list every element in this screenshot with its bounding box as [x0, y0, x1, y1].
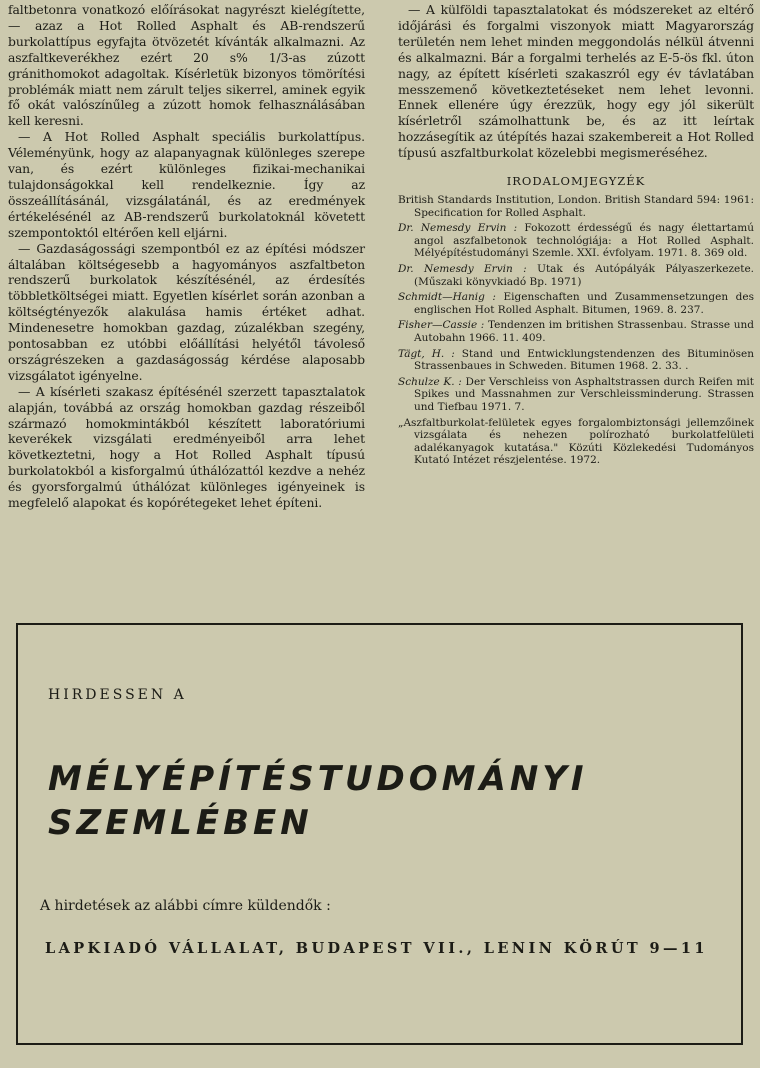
reference-text: Der Verschleiss von Asphaltstrassen durch Reifen mit Spikes und Massnahmen zur Verschleissminderung. Strassen und Tiefbau 1971. 7. — [414, 375, 754, 413]
reference-author: Tägt, H. : — [398, 347, 455, 360]
references-heading: IRODALOMJEGYZÉK — [506, 174, 646, 189]
paragraph: — Gazdaságossági szempontból ez az építési módszer általában költségesebb a hagyományos aszfaltbeton rendszerű burkolatok készítésénél, az érdesítés többletköltségei miatt. Egyetlen kísérlet során azonban a költségtényezők alakulása hamis értéket adhat. Mindenesetre homokban gazdag, zúzalékban szegény, pontosabban ez utóbbi előállítási helyétől távoleső országrészeken a gazdaságosság kérdése alaposabb vizsgálatot igényelne. — [8, 240, 365, 383]
reference-item — [398, 222, 754, 260]
reference-text: Eigenschaften und Zusammensetzungen des englischen Hot Rolled Asphalt. Bitumen, 1969. 8. 237. — [414, 291, 755, 316]
reference-item — [398, 263, 754, 288]
left-column — [8, 2, 365, 511]
reference-text: Tendenzen im britishen Strassenbau. Strasse und Autobahn 1966. 11. 409. — [414, 319, 754, 344]
ad-title-line: SZEMLÉBEN — [48, 803, 313, 843]
reference-text: Fokozott érdességű és nagy élettartamú angol aszfalbetonok technológiája: a Hot Rolled Asphalt. Mélyépítéstudományi Szemle. XXI. évfolyam. 1971. 8. 369 old. — [414, 222, 754, 260]
paragraph: — A külföldi tapasztalatokat és módszereket az eltérő időjárási és forgalmi viszonyok miatt Magyarország területén nem lehet minden meggondolás nélkül átvenni és alkalmazni. Bár a forgalmi terhelés az E-5-ös fkl. úton nagy, az épített kísérleti szakaszról egy év távlatában messzemenő következtetéseket nem lehet levonni. Ennek ellenére úgy érezzük, hogy egy jól sikerült kísérletről számolhattunk be, és az itt leírtak hozzásegítik az útépítés hazai szakembereit a Hot Rolled típusú aszfaltburkolat közelebbi megismeréséhez. — [398, 2, 754, 161]
advertisement-box — [16, 623, 743, 1045]
reference-author: Dr. Nemesdy Ervin : — [398, 222, 518, 235]
ad-instruction: A hirdetések az alábbi címre küldendők : — [40, 898, 331, 914]
reference-item — [398, 319, 754, 344]
reference-item — [398, 417, 754, 467]
reference-author: Fisher—Cassie : — [398, 319, 485, 332]
reference-item — [398, 194, 754, 219]
reference-item — [398, 376, 754, 414]
reference-text: Stand und Entwicklungstendenzen des Bituminösen Strassenbaues in Schweden. Bitumen 1968. 2. 33. . — [414, 347, 754, 373]
paragraph: faltbetonra vonatkozó előírásokat nagyrészt kielégítette, — azaz a Hot Rolled Asphalt és AB-rendszerű burkolattípus egyfajta ötvözetét kívánták alkalmazni. Az aszfaltkeverékhez ezért 20 s% 1/3-as zúzott gránithomokot adagoltak. Kísérletük bizonyos tömörítési problémák miatt nem zárult teljes sikerrel, aminek egyik fő okát valószínűleg a zúzott homok felhasználásában kell keresni. — [8, 2, 365, 129]
reference-text: Utak és Autópályák Pályaszerkezete. (Műszaki könyvkiadó Bp. 1971) — [414, 263, 755, 288]
ad-title — [48, 757, 588, 845]
right-column — [398, 2, 754, 470]
ad-title-line: MÉLYÉPÍTÉSTUDOMÁNYI — [48, 759, 588, 799]
references-list — [398, 194, 754, 467]
reference-author: Dr. Nemesdy Ervin : — [398, 263, 527, 276]
paragraph: — A Hot Rolled Asphalt speciális burkolattípus. Véleményünk, hogy az alapanyagnak különleges szerepe van, és ezért különleges fizikai-mechanikai tulajdonságokkal kell rendelkeznie. Így az összeállításánál, vizsgálatánál, és az eredmények értékelésénél az AB-rendszerű burkolatoknál követett szempontoktól eltérően kell eljárni. — [8, 129, 365, 240]
reference-text: „Aszfaltburkolat-felületek egyes forgalombiztonsági jellemzőinek vizsgálata és nehezen polírozható burkolatfelületi adalékanyagok kutatása." Közúti Közlekedési Tudományos Kutató Intézet részjelentése. 1972. — [398, 416, 754, 467]
reference-author: Schulze K. : — [398, 375, 462, 388]
reference-text: British Standards Institution, London. British Standard 594: 1961: Specification for Rolled Asphalt. — [398, 194, 754, 219]
reference-item — [398, 348, 754, 373]
ad-intro: HIRDESSEN A — [48, 687, 187, 703]
ad-address: LAPKIADÓ VÁLLALAT, BUDAPEST VII., LENIN KÖRÚT 9—11 — [45, 940, 708, 957]
reference-item — [398, 291, 754, 316]
paragraph: — A kísérleti szakasz építésénél szerzett tapasztalatok alapján, továbbá az ország homokban gazdag részeiből származó homokmintákból készített laboratóriumi keverékek vizsgálati eredményeiből arra lehet következtetni, hogy a Hot Rolled Asphalt típusú burkolatokból a kisforgalmú úthálózattól kezdve a nehéz és gyorsforgalmú úthálózat különleges igényeinek is megfelelő alapokat és kopórétegeket lehet építeni. — [8, 383, 365, 511]
reference-author: Schmidt—Hanig : — [398, 291, 496, 304]
